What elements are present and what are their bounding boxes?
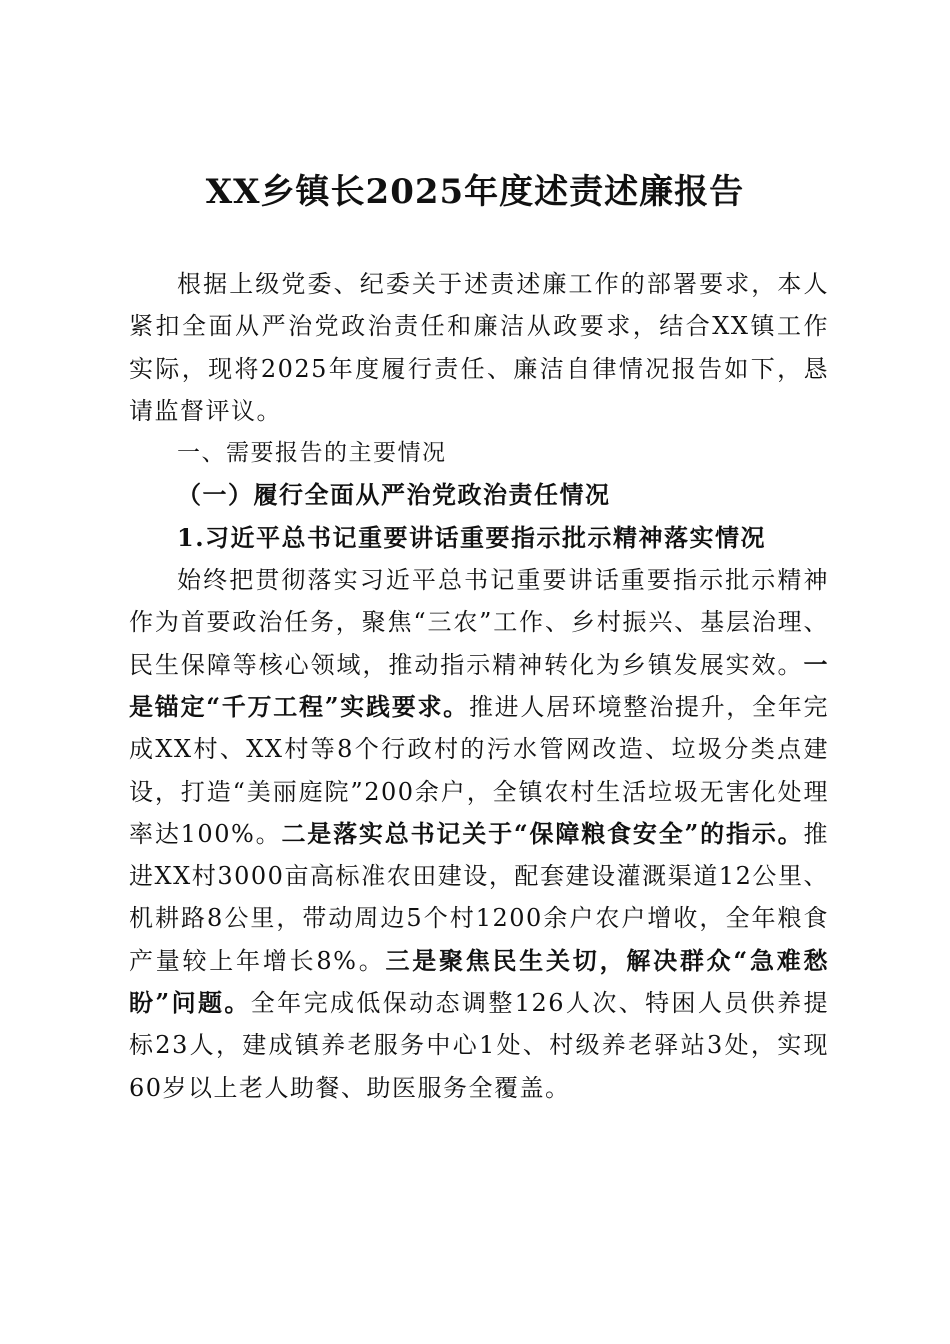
point-one-heading: 一是锚定“千万工程”实践要求。 (129, 649, 829, 721)
point-two-text: 推进XX村3000亩高标准农田建设，配套建设灌溉渠道12公里、机耕路8公里，带动周边5个村1200余户农户增收，全年粮食产量较上年增长8%。 (129, 819, 829, 975)
section-heading: 一、需要报告的主要情况 (177, 440, 447, 467)
point-three-text: 全年完成低保动态调整126人次、特困人员供养提标23人，建成镇养老服务中心1处、村级养老驿站3处，实现60岁以上老人助餐、助医服务全覆盖。 (129, 989, 829, 1102)
intro-paragraph: 根据上级党委、纪委关于述责述廉工作的部署要求，本人紧扣全面从严治党政治责任和廉洁从政要求，结合XX镇工作实际，现将2025年度履行责任、廉洁自律情况报告如下，恳请监督评议。 (129, 270, 829, 425)
point-three-heading: 三是聚焦民生关切，解决群众“急难愁盼”问题。 (129, 945, 829, 1018)
document-title: XX乡镇长2025年度述责述廉报告 (205, 172, 745, 212)
paragraph-lead: 始终把贯彻落实习近平总书记重要讲话重要指示批示精神作为首要政治任务，聚焦“三农”工作、乡村振兴、基层治理、民生保障等核心领域，推动指示精神转化为乡镇发展实效。 (129, 566, 829, 679)
item-paragraph (129, 559, 829, 1109)
document-body (129, 263, 829, 1109)
subsection-heading: （一）履行全面从严治党政治责任情况 (177, 480, 611, 510)
item-heading: 1.习近平总书记重要讲话重要指示批示精神落实情况 (177, 522, 767, 552)
point-two-heading: 二是落实总书记关于“保障粮食安全”的指示。 (281, 818, 804, 848)
point-one-text: 推进人居环境整治提升，全年完成XX村、XX村等8个行政村的污水管网改造、垃圾分类点建设，打造“美丽庭院”200余户，全镇农村生活垃圾无害化处理率达100%。 (129, 692, 830, 848)
